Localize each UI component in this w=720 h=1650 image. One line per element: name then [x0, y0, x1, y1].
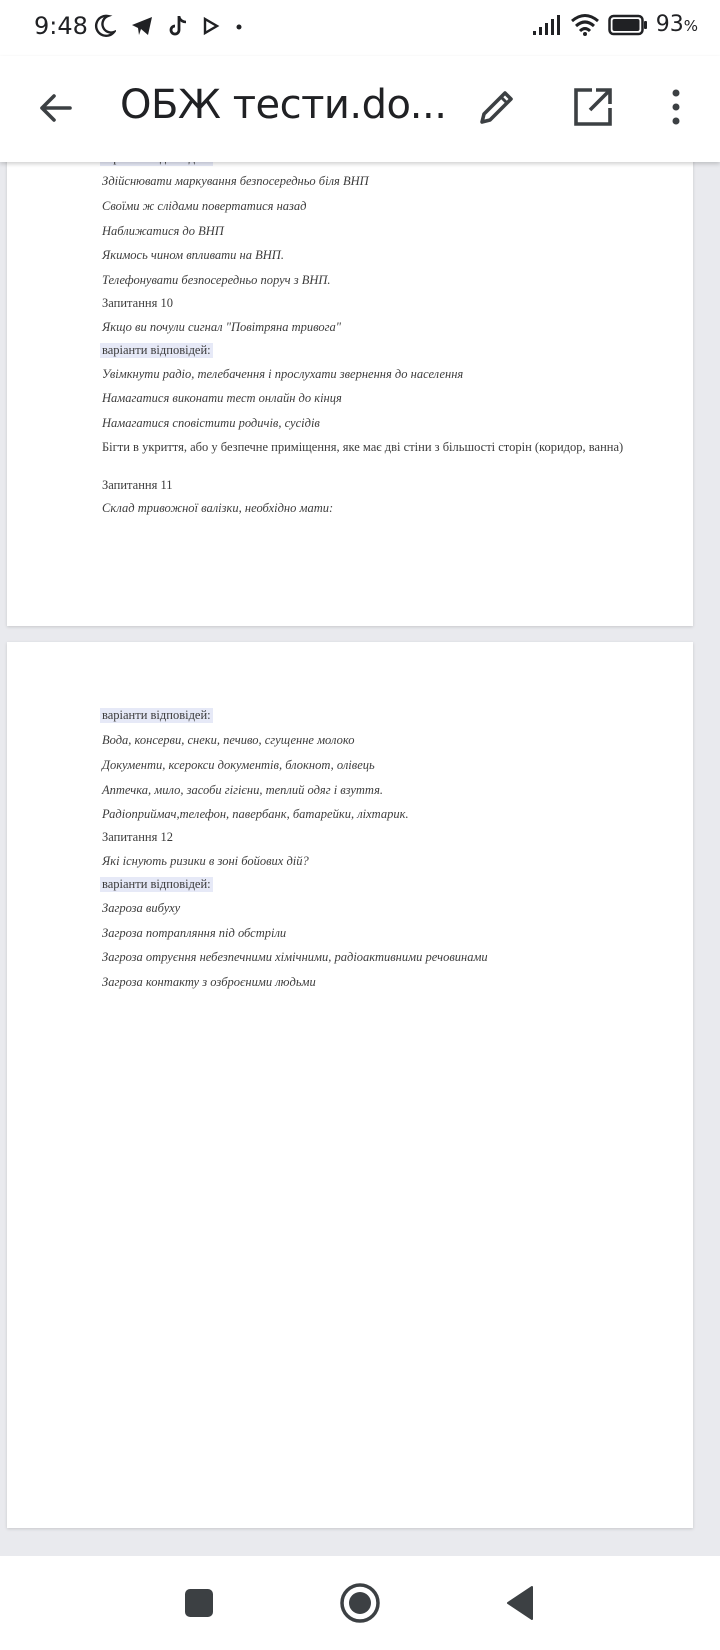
answers-heading: варіанти відповідей: — [102, 877, 211, 891]
status-time: 9:48 — [34, 12, 88, 40]
document-page-1 — [7, 150, 693, 626]
answers-heading: варіанти відповідей: — [102, 708, 211, 722]
answer-option: Намагатися виконати тест онлайн до кінця — [102, 391, 342, 405]
answer-option: Загроза контакту з озброєними людьми — [102, 975, 316, 989]
answer-option: Аптечка, мило, засоби гігієни, теплий одяг і взуття. — [102, 783, 384, 797]
signal-icon — [532, 13, 562, 37]
battery-level: 93% — [655, 12, 698, 37]
navigation-bar — [0, 1556, 720, 1650]
answer-option: Радіоприймач,телефон, павербанк, батарейки, ліхтарик. — [102, 807, 409, 821]
pencil-icon[interactable] — [474, 84, 520, 130]
app-bar — [0, 56, 720, 162]
more-vert-icon[interactable] — [664, 84, 688, 130]
answer-option: Бігти в укриття, або у безпечне приміщення, яке має дві стіни з більшості сторін (коридор, ванна) — [102, 440, 624, 454]
document-title: ОБЖ тести.do... — [120, 82, 447, 128]
answer-option: Загроза потрапляння під обстріли — [102, 926, 287, 940]
status-bar — [0, 0, 720, 56]
battery-icon — [608, 14, 648, 36]
open-in-new-icon[interactable] — [570, 84, 616, 130]
system-icons — [532, 12, 698, 37]
answer-option: Вода, консерви, снеки, печиво, сгущенне молоко — [102, 733, 355, 747]
document-page-2 — [7, 642, 693, 1528]
wifi-icon — [570, 13, 600, 37]
question-text: Якщо ви почули сигнал "Повітряна тривога" — [102, 320, 342, 334]
answer-option: Документи, ксерокси документів, блокнот, олівець — [102, 758, 375, 772]
answer-option: Телефонувати безпосередньо поруч з ВНП. — [102, 273, 331, 287]
notification-icons — [94, 14, 244, 38]
answers-heading: варіанти відповідей: — [102, 343, 211, 357]
question-heading: Запитання 10 — [102, 296, 173, 310]
answer-option: Загроза отруєння небезпечними хімічними, радіоактивними речовинами — [102, 950, 488, 964]
dot-icon — [234, 16, 244, 36]
answer-option: Увімкнути радіо, телебачення і прослухати звернення до населення — [102, 367, 464, 381]
question-heading: Запитання 12 — [102, 830, 173, 844]
answer-option: Наближатися до ВНП — [102, 224, 224, 238]
tiktok-icon — [168, 14, 188, 38]
question-text: Які існують ризики в зоні бойових дій? — [102, 854, 309, 868]
answer-option: Здійснювати маркування безпосередньо біля ВНП — [102, 174, 369, 188]
telegram-icon — [130, 15, 154, 37]
moon-icon — [94, 14, 116, 38]
arrow-back-icon[interactable] — [34, 86, 78, 130]
answer-option: Своїми ж слідами повертатися назад — [102, 199, 307, 213]
question-text: Склад тривожної валізки, необхідно мати: — [102, 501, 334, 515]
triangle-back-icon[interactable] — [498, 1580, 544, 1626]
circle-icon[interactable] — [337, 1580, 383, 1626]
answer-option: Намагатися сповістити родичів, сусідів — [102, 416, 320, 430]
question-heading: Запитання 11 — [102, 478, 173, 492]
answer-option: Якимось чином впливати на ВНП. — [102, 248, 284, 262]
answer-option: Загроза вибуху — [102, 901, 181, 915]
play-icon — [202, 16, 220, 36]
square-icon[interactable] — [176, 1580, 222, 1626]
